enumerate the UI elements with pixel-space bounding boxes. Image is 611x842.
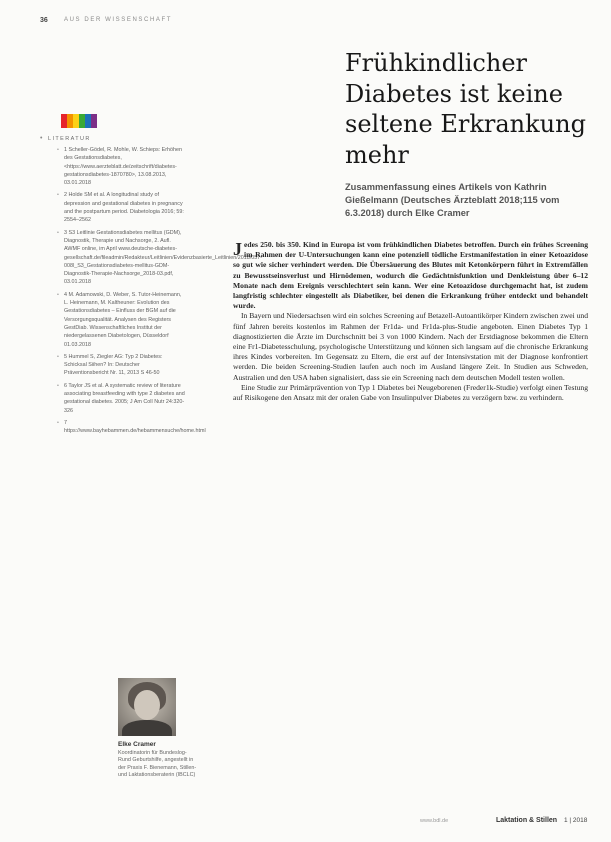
page-footer (420, 818, 595, 828)
reference-item: • 4 M. Adamowski, D. Weber, S. Tutor-Heinemann, L. Heinemann, M. Kaltheuner: Evolution des Gestationsdiabetes – Einfluss der BGM auf die Versorgungsqualität. Analysen des Registers GestDiab. Wissenschaftliches Institut der niedergelassenen Diabetologen, Düsseldorf 01.03.2018 (57, 291, 182, 348)
article-subtitle: Zusammenfassung eines Artikels von Kathrin Gießelmann (Deutsches Ärzteblatt 2018;115 vom 6.3.2018) durch Elke Cramer (345, 182, 560, 218)
footer-website: www.bdl.de (420, 818, 449, 824)
bullet-icon: • (57, 291, 59, 298)
reference-item: • 1 Scheller-Gödel, R. Mohle, W. Schieps: Erhöhen des Gestationsdiabetes, <https://www.aerzteblatt.de/zeitschrift/diabetes-gestationsdiabetes-1870780>, 13.08.2013, 03.01.2018 (57, 147, 183, 187)
footer-issue: 1 | 2018 (564, 817, 588, 824)
article-title: Frühkindlicher Diabetes ist keine seltene Erkrankung mehr (345, 49, 586, 169)
bullet-icon: • (57, 353, 59, 360)
section-label: AUS DER WISSENSCHAFT (64, 17, 173, 23)
bullet-dot-icon: • (40, 135, 44, 142)
reference-item: • 6 Taylor JS et al. A systematic review of literature associating breastfeeding with type 2 diabetes and gestational diabetes. 2005; J Am Coll Nutr 24:320-326 (57, 382, 185, 414)
photo-body (122, 720, 172, 736)
reference-item: • 3 S3 Leitlinie Gestationsdiabetes mellitus (GDM), Diagnostik, Therapie und Nachsorge, 2. Aufl. AWMF online, im April www.deutsche-diabetes-gesellschaft.de/fileadmin/Redakteur/Leitlinien/Evidenzbasierte_Leitlinien/2018/057-008l_S3_Gestationsdiabetes-mellitus-GDM-Diagnostik-Therapie-Nachsorge_2018-03.pdf, 03.01.2018 (57, 229, 263, 286)
bullet-icon: • (57, 382, 59, 389)
color-swatch-purple (91, 114, 97, 128)
author-bio: Koordinatorin für Bundeslog-Rund Geburtshilfe, angestellt in der Praxis F. Bienemann, Stillen- und Laktationsberaterin (IBCLC) (118, 750, 197, 779)
photo-face (134, 690, 160, 720)
bullet-icon: • (57, 229, 59, 236)
running-header (40, 17, 580, 27)
reference-list (40, 146, 263, 436)
author-name: Elke Cramer (118, 741, 156, 748)
literature-sidebar (40, 135, 263, 440)
article-paragraph: Eine Studie zur Primärprävention von Typ 1 Diabetes bei Neugeborenen (Freder1k-Studie) verfolgt einen Testung auf Risikogene den Ansatz mit der oralen Gabe von Insulinpulver Diabetes zu verzögern bzw. zu verhindern. (233, 382, 588, 403)
article-paragraph: In Bayern und Niedersachsen wird ein solches Screening auf Betazell-Autoantikörper Kindern zwischen zwei und fünf Jahren bereits kostenlos im Rahmen der Fr1da- und Fr1da-plus-Studie angeboten. Einen Diabetes Typ 1 diagnostizierten die Ärzte im Durchschnitt bei 3 von 1000 Kindern. Nach der Erstdiagnose bekommen die Eltern eine Fr1-Diabetesschulung, psychologische Unterstützung und können sich langsam auf die chronische Erkrankung ihres Kindes vorbereiten. Im Gegensatz zu Eltern, die erst auf der Intensivstation mit der Diagnose konfrontiert werden. Die beiden Screening-Studien laufen auch noch im Ausland längere Zeit. In Studien aus Schweden, Australien und den USA haben signalisiert, dass sie ein Screening nach dem deutschen Modell testen wollen. (233, 311, 588, 382)
literature-heading (40, 135, 185, 142)
page-number: 36 (40, 17, 48, 24)
reference-item: • 2 Holde SM et al. A longitudinal study of depression and gestational diabetes in pregnancy and the postpartum period. Diabetologia 2016; 59: 2554–2562 (57, 192, 184, 224)
reference-item: • 5 Hummel S, Ziegler AG: Typ 2 Diabetes: Schicksal Siihen? In: Deutscher Präventionsbericht Nr. 11, 2013 S 46-50 (57, 353, 163, 377)
article-paragraph-lead: Jedes 250. bis 350. Kind in Europa ist vom frühkindlichen Diabetes betroffen. Durch ein frühes Screening im Rahmen der U-Untersuchungen kann eine potenziell tödliche Erstmanifestation in einer Ketoazidose so gut wie sicher verhindert werden. Die Übersäuerung des Blutes mit Ketonkörpern führt in Extremfällen zu Bewusstseinsverlust und Hirnödemen, wodurch die Gedächtnisfunktion und Denkleistung über 6–12 Monate nach dem Ereignis verschlechtert sein kann. Wer eine Ketoazidose durchgemacht hat, ist zudem langfristig schlechter eingestellt als Diabetiker, bei denen die Erkrankung früher entdeckt und behandelt wurde. (233, 239, 588, 311)
bullet-icon: • (57, 419, 59, 426)
author-photo (118, 678, 176, 736)
color-bar (61, 114, 97, 128)
reference-item: • 7 https://www.bayhebammen.de/hebammensuche/home.html (57, 419, 206, 435)
bullet-icon: • (57, 192, 59, 199)
literature-heading-label: LITERATUR (48, 136, 91, 142)
bullet-icon: • (57, 147, 59, 153)
footer-magazine: Laktation & Stillen (496, 817, 558, 824)
article-body (233, 240, 588, 403)
